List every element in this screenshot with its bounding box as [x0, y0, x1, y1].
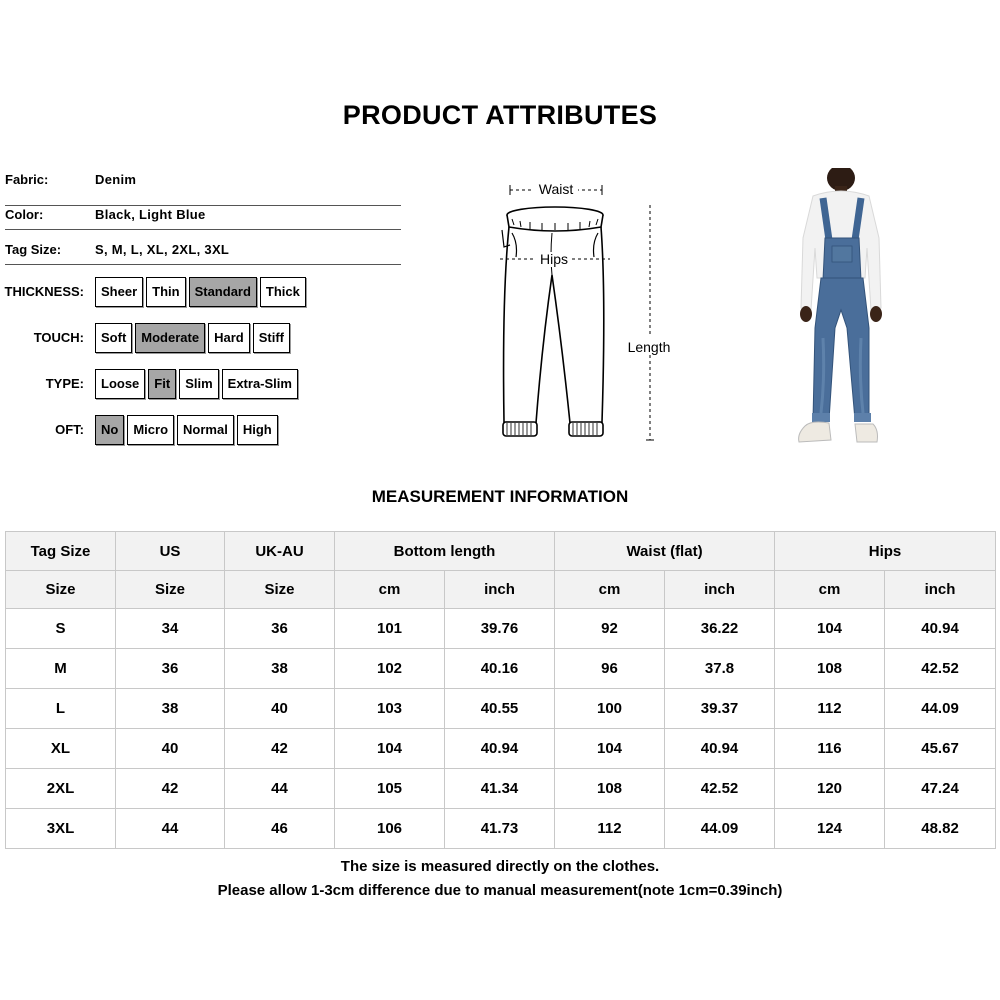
column-subheader: cm	[335, 571, 445, 609]
column-subheader: inch	[885, 571, 996, 609]
table-cell: 36	[225, 609, 335, 649]
table-header-row	[6, 532, 996, 571]
column-header: Hips	[775, 532, 996, 571]
note-difference: Please allow 1-3cm difference due to manual measurement(note 1cm=0.39inch)	[217, 882, 783, 899]
table-cell: 36.22	[665, 609, 775, 649]
table-cell: 106	[335, 809, 445, 849]
table-cell: 2XL	[6, 769, 116, 809]
table-cell: L	[6, 689, 116, 729]
table-cell: 104	[335, 729, 445, 769]
table-cell: 42.52	[885, 649, 996, 689]
table-cell: 41.34	[445, 769, 555, 809]
chip-thickness-option: Thick	[260, 277, 306, 307]
chip-oft-option: High	[237, 415, 278, 445]
diagram-hips-label: Hips	[539, 251, 569, 267]
page-title: PRODUCT ATTRIBUTES	[342, 100, 658, 130]
pants-size-diagram	[490, 175, 690, 450]
column-subheader: inch	[445, 571, 555, 609]
table-cell: 48.82	[885, 809, 996, 849]
table-cell: 38	[116, 689, 225, 729]
rating-thickness-label: THICKNESS:	[4, 284, 84, 299]
table-cell: 44	[116, 809, 225, 849]
attr-tagsize-row	[5, 240, 401, 265]
table-cell: 40.94	[445, 729, 555, 769]
table-row	[6, 689, 996, 729]
table-cell: 39.76	[445, 609, 555, 649]
table-cell: 40.55	[445, 689, 555, 729]
column-header: Waist (flat)	[555, 532, 775, 571]
table-cell: 3XL	[6, 809, 116, 849]
table-cell: 47.24	[885, 769, 996, 809]
table-row	[6, 769, 996, 809]
table-cell: S	[6, 609, 116, 649]
table-cell: 40.94	[665, 729, 775, 769]
table-subheader-row	[6, 571, 996, 609]
table-cell: 112	[775, 689, 885, 729]
column-subheader: cm	[775, 571, 885, 609]
chip-oft-selected: No	[95, 415, 124, 445]
attr-tagsize-label: Tag Size:	[5, 242, 62, 257]
table-cell: 38	[225, 649, 335, 689]
chip-touch-option: Stiff	[253, 323, 290, 353]
chip-touch-option: Soft	[95, 323, 132, 353]
column-header: Tag Size	[6, 532, 116, 571]
column-subheader: cm	[555, 571, 665, 609]
table-cell: 40.16	[445, 649, 555, 689]
table-cell: 39.37	[665, 689, 775, 729]
attr-fabric-row	[5, 170, 401, 206]
table-cell: 44.09	[665, 809, 775, 849]
table-cell: 42	[116, 769, 225, 809]
column-header: Bottom length	[335, 532, 555, 571]
table-cell: 45.67	[885, 729, 996, 769]
chip-type-option: Loose	[95, 369, 145, 399]
column-header: UK-AU	[225, 532, 335, 571]
table-cell: 120	[775, 769, 885, 809]
chip-thickness-option: Sheer	[95, 277, 143, 307]
table-cell: 40	[116, 729, 225, 769]
chip-touch-option: Hard	[208, 323, 250, 353]
table-cell: 34	[116, 609, 225, 649]
attr-fabric-value: Denim	[95, 172, 137, 187]
attr-color-label: Color:	[5, 207, 44, 222]
table-cell: 41.73	[445, 809, 555, 849]
table-row	[6, 809, 996, 849]
chip-type-selected: Fit	[148, 369, 176, 399]
column-subheader: Size	[225, 571, 335, 609]
table-cell: 46	[225, 809, 335, 849]
table-cell: 104	[775, 609, 885, 649]
attr-color-row	[5, 205, 401, 230]
table-cell: 124	[775, 809, 885, 849]
rating-oft-label: OFT:	[55, 422, 84, 437]
table-cell: 116	[775, 729, 885, 769]
table-cell: 104	[555, 729, 665, 769]
table-cell: 37.8	[665, 649, 775, 689]
column-subheader: Size	[6, 571, 116, 609]
diagram-length-label: Length	[627, 339, 671, 355]
table-cell: 105	[335, 769, 445, 809]
chip-oft-option: Micro	[127, 415, 174, 445]
measurement-title: MEASUREMENT INFORMATION	[371, 487, 629, 506]
table-cell: 100	[555, 689, 665, 729]
chip-thickness-selected: Standard	[189, 277, 257, 307]
table-row	[6, 649, 996, 689]
chip-touch-selected: Moderate	[135, 323, 205, 353]
rating-touch-label: TOUCH:	[33, 330, 84, 345]
attr-fabric-label: Fabric:	[5, 172, 49, 187]
table-cell: 92	[555, 609, 665, 649]
table-cell: 44.09	[885, 689, 996, 729]
table-cell: 96	[555, 649, 665, 689]
chip-type-option: Slim	[179, 369, 218, 399]
table-cell: 108	[775, 649, 885, 689]
table-cell: M	[6, 649, 116, 689]
table-cell: XL	[6, 729, 116, 769]
table-cell: 36	[116, 649, 225, 689]
table-row	[6, 729, 996, 769]
table-cell: 40.94	[885, 609, 996, 649]
model-photo	[775, 168, 905, 453]
chip-oft-option: Normal	[177, 415, 234, 445]
diagram-waist-label: Waist	[538, 181, 574, 197]
measurement-table	[5, 531, 996, 849]
column-header: US	[116, 532, 225, 571]
rating-type-label: TYPE:	[45, 376, 84, 391]
table-cell: 103	[335, 689, 445, 729]
table-cell: 44	[225, 769, 335, 809]
column-subheader: Size	[116, 571, 225, 609]
table-cell: 42	[225, 729, 335, 769]
chip-type-option: Extra-Slim	[222, 369, 298, 399]
table-cell: 101	[335, 609, 445, 649]
chip-thickness-option: Thin	[146, 277, 185, 307]
table-cell: 42.52	[665, 769, 775, 809]
table-cell: 40	[225, 689, 335, 729]
attr-tagsize-value: S, M, L, XL, 2XL, 3XL	[95, 242, 230, 257]
table-cell: 108	[555, 769, 665, 809]
attr-color-value: Black, Light Blue	[95, 207, 206, 222]
table-row	[6, 609, 996, 649]
table-cell: 102	[335, 649, 445, 689]
table-cell: 112	[555, 809, 665, 849]
column-subheader: inch	[665, 571, 775, 609]
note-measured: The size is measured directly on the clothes.	[340, 858, 660, 875]
